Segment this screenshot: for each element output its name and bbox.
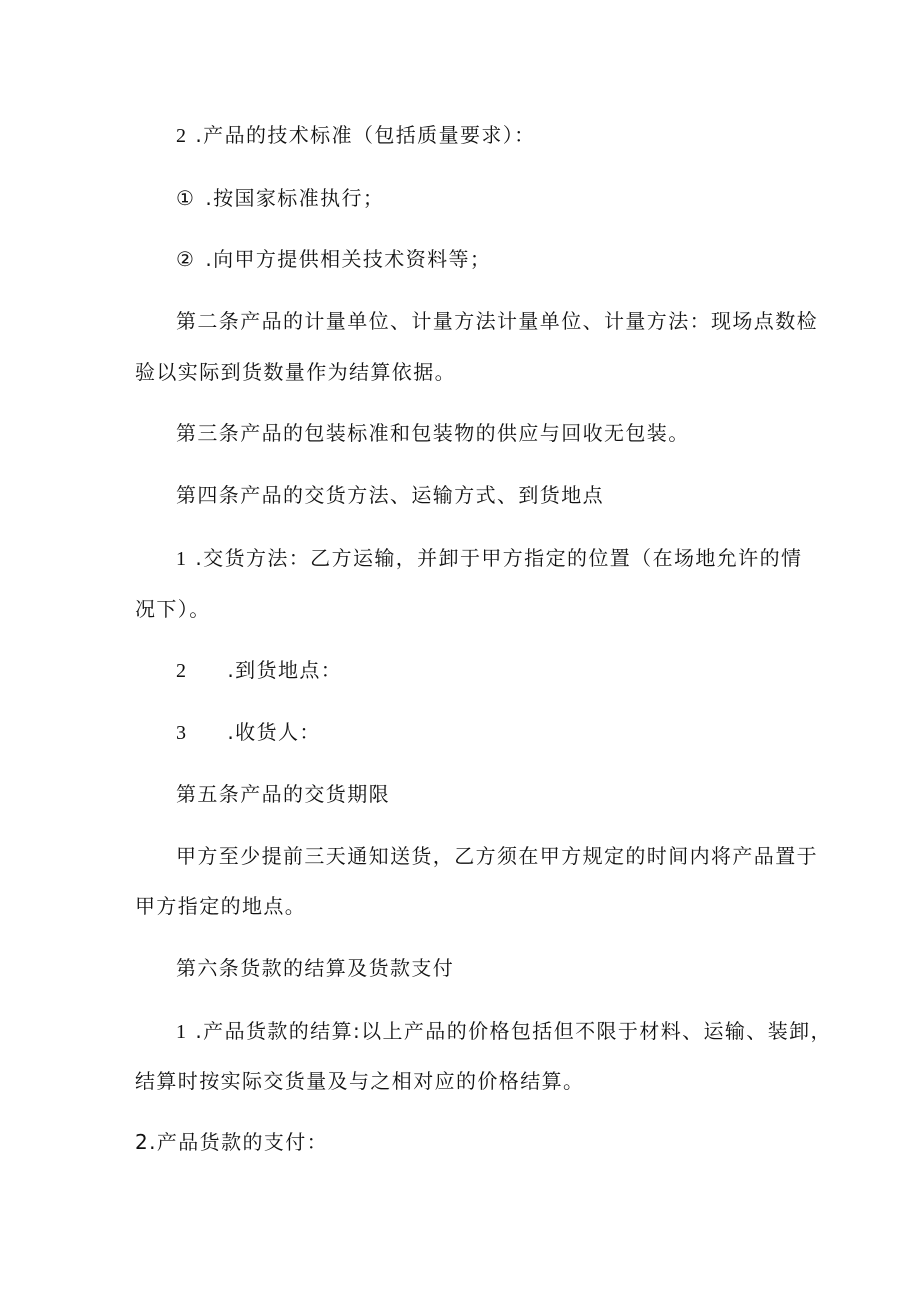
item-text: .收货人：	[227, 720, 321, 744]
item-text: .产品货款的结算:以上产品的价格包括但不限于材料、运输、装卸，	[195, 1019, 832, 1043]
item-number: ②	[176, 247, 196, 271]
item-text: .按国家标准执行；	[205, 186, 385, 210]
item-tech-materials	[176, 247, 491, 271]
item-number: ①	[176, 186, 196, 210]
article-4-item-1-line-1	[176, 546, 802, 571]
item-technical-standard	[176, 123, 536, 148]
article-4-item-3	[176, 720, 321, 745]
article-2-line-2: 验以实际到货数量作为结算依据。	[135, 360, 456, 384]
article-5-line-1: 甲方至少提前三天通知送货，乙方须在甲方规定的时间内将产品置于	[176, 844, 818, 868]
article-6-item-1-line-2: 结算时按实际交货量及与之相对应的价格结算。	[135, 1069, 585, 1093]
article-3: 第三条产品的包装标准和包装物的供应与回收无包装。	[176, 421, 690, 445]
article-4-item-1-line-2: 况下）。	[135, 597, 211, 621]
item-number: 2	[176, 660, 188, 682]
item-text: .到货地点：	[227, 658, 343, 682]
article-6-item-2: 2.产品货款的支付：	[135, 1130, 329, 1154]
article-2-line-1: 第二条产品的计量单位、计量方法计量单位、计量方法：现场点数检	[176, 309, 818, 333]
article-6-item-1-line-1	[176, 1019, 832, 1044]
article-5-line-2: 甲方指定的地点。	[135, 894, 307, 918]
article-4-title: 第四条产品的交货方法、运输方式、到货地点	[176, 483, 604, 507]
item-number: 1	[176, 548, 188, 570]
item-number: 2	[176, 125, 188, 147]
article-4-item-2	[176, 658, 342, 683]
item-number: 1	[176, 1021, 188, 1043]
item-number: 3	[176, 722, 188, 744]
item-national-standard	[176, 186, 384, 210]
article-5-title: 第五条产品的交货期限	[176, 782, 390, 806]
item-text: .向甲方提供相关技术资料等；	[205, 247, 492, 271]
item-text: .产品的技术标准（包括质量要求）：	[195, 123, 536, 147]
article-6-title: 第六条货款的结算及货款支付	[176, 956, 455, 980]
item-text: .交货方法：乙方运输，并卸于甲方指定的位置（在场地允许的情	[195, 546, 803, 570]
